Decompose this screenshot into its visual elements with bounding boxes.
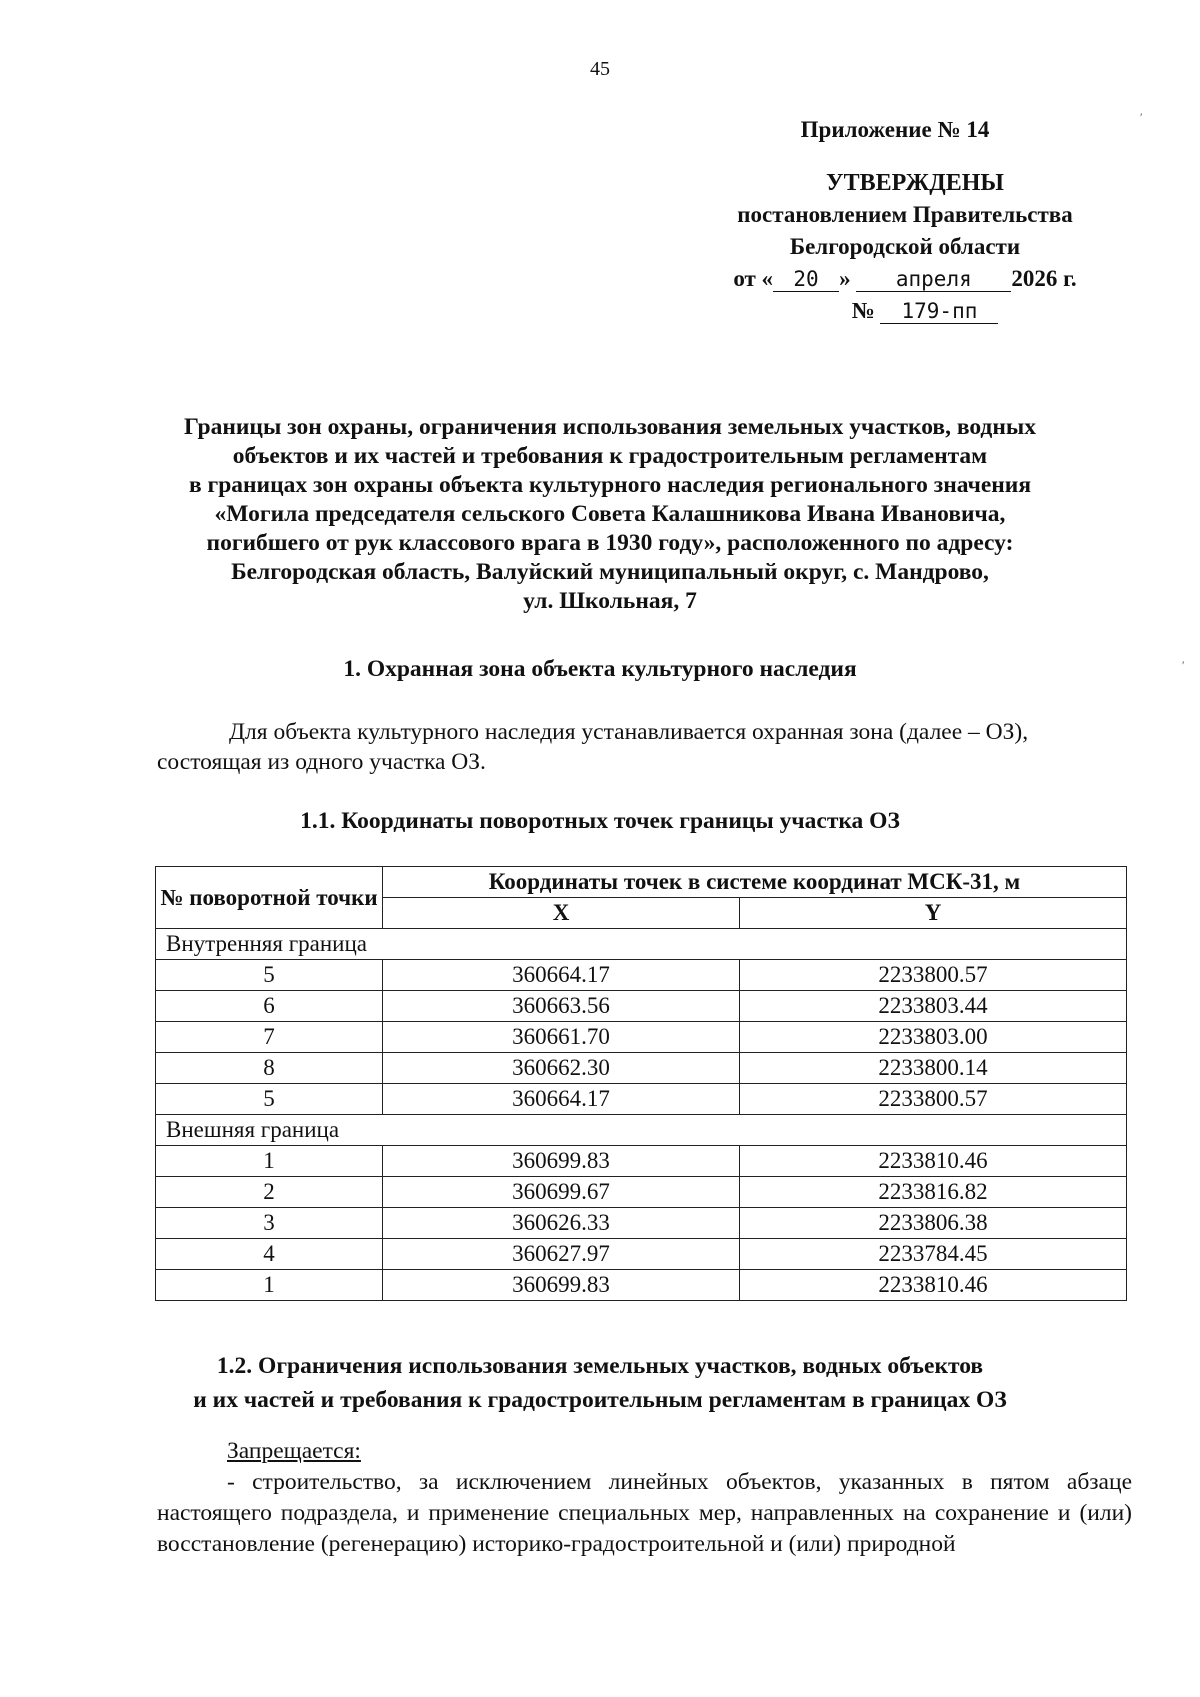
cell-y: 2233800.57 <box>740 960 1127 991</box>
header-point-number: № поворотной точки <box>156 867 383 929</box>
cell-x: 360699.83 <box>383 1270 740 1301</box>
cell-x: 360699.83 <box>383 1146 740 1177</box>
document-title <box>130 413 1090 616</box>
table-row <box>156 1239 1127 1270</box>
table-group-row <box>156 1115 1127 1146</box>
title-line: ул. Школьная, 7 <box>523 588 697 614</box>
header-y: Y <box>740 898 1127 929</box>
cell-y: 2233810.46 <box>740 1270 1127 1301</box>
number-value: 179-пп <box>880 299 998 324</box>
table-row <box>156 1177 1127 1208</box>
table-group-row <box>156 929 1127 960</box>
cell-x: 360664.17 <box>383 960 740 991</box>
table-row <box>156 1146 1127 1177</box>
cell-point: 5 <box>156 1084 383 1115</box>
table-row <box>156 1270 1127 1301</box>
date-day: 20 <box>773 267 839 292</box>
cell-point: 6 <box>156 991 383 1022</box>
cell-y: 2233800.14 <box>740 1053 1127 1084</box>
cell-x: 360664.17 <box>383 1084 740 1115</box>
group-label: Внутренняя граница <box>156 929 1127 960</box>
group-label: Внешняя граница <box>156 1115 1127 1146</box>
cell-point: 1 <box>156 1270 383 1301</box>
cell-x: 360699.67 <box>383 1177 740 1208</box>
table-row <box>156 1084 1127 1115</box>
cell-point: 7 <box>156 1022 383 1053</box>
paragraph-line: Для объекта культурного наследия устанавливается охранная зона (далее – ОЗ), <box>229 719 1029 745</box>
date-year: 2026 г. <box>1011 266 1077 291</box>
cell-x: 360627.97 <box>383 1239 740 1270</box>
subsection-1-2-heading <box>100 1349 1100 1417</box>
approval-line-2: Белгородской области <box>789 234 1021 259</box>
title-line: Границы зон охраны, ограничения использования земельных участков, водных <box>184 414 1036 440</box>
annex-number: Приложение № 14 <box>800 117 990 142</box>
cell-point: 4 <box>156 1239 383 1270</box>
approval-date <box>660 263 1150 295</box>
title-line: Белгородская область, Валуйский муниципальный округ, с. Мандрово, <box>231 559 989 585</box>
cell-x: 360662.30 <box>383 1053 740 1084</box>
page-number: 45 <box>590 58 610 80</box>
title-line: «Могила председателя сельского Совета Калашникова Ивана Ивановича, <box>214 501 1006 527</box>
cell-y: 2233816.82 <box>740 1177 1127 1208</box>
restrictions-text <box>157 1436 1132 1560</box>
scan-speck: ′ <box>1140 110 1143 124</box>
table-row <box>156 1208 1127 1239</box>
cell-y: 2233803.00 <box>740 1022 1127 1053</box>
cell-point: 3 <box>156 1208 383 1239</box>
header-x: X <box>383 898 740 929</box>
heading-line: и их частей и требования к градостроительным регламентам в границах ОЗ <box>193 1387 1007 1413</box>
cell-x: 360626.33 <box>383 1208 740 1239</box>
cell-y: 2233810.46 <box>740 1146 1127 1177</box>
table-row <box>156 991 1127 1022</box>
cell-x: 360661.70 <box>383 1022 740 1053</box>
scan-speck: ′ <box>1182 658 1185 672</box>
cell-point: 1 <box>156 1146 383 1177</box>
subsection-1-1-heading: 1.1. Координаты поворотных точек границы участка ОЗ <box>300 808 900 834</box>
date-mid: » <box>839 266 851 291</box>
approval-line-1: постановлением Правительства <box>737 202 1073 227</box>
paragraph-line: состоящая из одного участка ОЗ. <box>157 749 486 775</box>
approval-number <box>660 295 1170 327</box>
number-prefix: № <box>851 298 875 323</box>
table-row <box>156 960 1127 991</box>
coordinates-table <box>155 866 1127 1301</box>
table-row <box>156 1053 1127 1084</box>
section-1-paragraph <box>157 717 1132 777</box>
cell-y: 2233784.45 <box>740 1239 1127 1270</box>
cell-point: 8 <box>156 1053 383 1084</box>
cell-x: 360663.56 <box>383 991 740 1022</box>
title-line: в границах зон охраны объекта культурного наследия регионального значения <box>188 472 1032 498</box>
cell-point: 5 <box>156 960 383 991</box>
cell-y: 2233803.44 <box>740 991 1127 1022</box>
prohibited-label: Запрещается: <box>227 1438 361 1464</box>
cell-y: 2233800.57 <box>740 1084 1127 1115</box>
approved-heading: УТВЕРЖДЕНЫ <box>826 170 1004 196</box>
header-coordinates: Координаты точек в системе координат МСК-31, м <box>383 867 1127 898</box>
approval-block <box>660 114 1150 327</box>
table-body <box>156 929 1127 1301</box>
cell-y: 2233806.38 <box>740 1208 1127 1239</box>
date-month: апреля <box>856 267 1011 292</box>
restriction-item: - строительство, за исключением линейных объектов, указанных в пятом абзаце настоящего подраздела, и применение специальных мер, направленных на сохранение и (или) восстановление (регенерацию) историко-градостроительной и (или) природной <box>157 1469 1132 1557</box>
table-row <box>156 1022 1127 1053</box>
title-line: погибшего от рук классового врага в 1930 году», расположенного по адресу: <box>206 530 1014 556</box>
title-line: объектов и их частей и требования к градостроительным регламентам <box>232 443 988 469</box>
heading-line: 1.2. Ограничения использования земельных участков, водных объектов <box>216 1353 984 1379</box>
section-1-heading: 1. Охранная зона объекта культурного наследия <box>343 656 857 682</box>
date-prefix: от « <box>733 266 774 291</box>
cell-point: 2 <box>156 1177 383 1208</box>
